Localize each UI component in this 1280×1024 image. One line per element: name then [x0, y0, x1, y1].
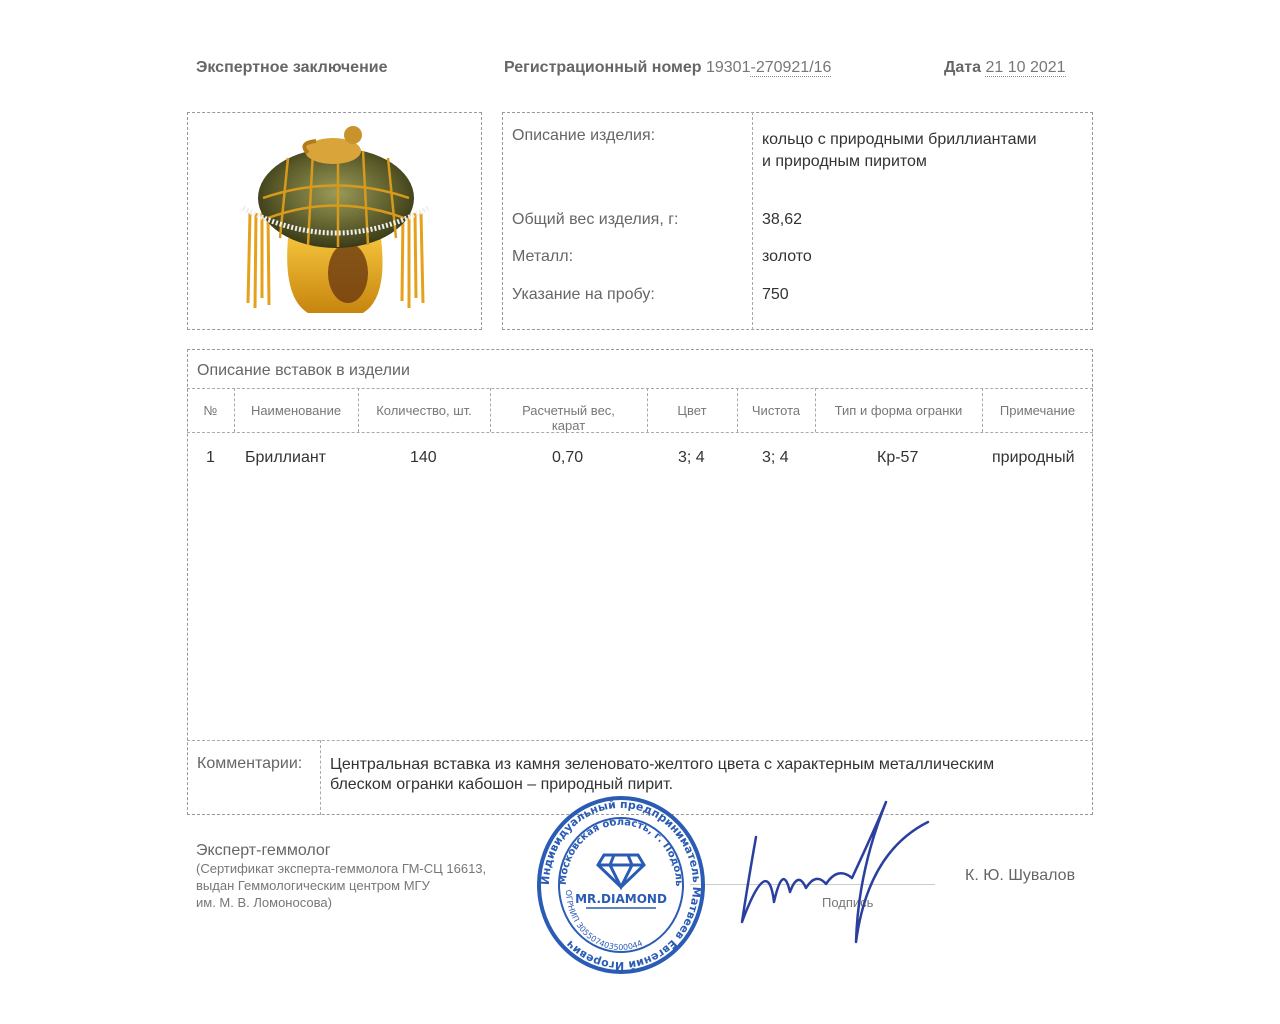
registration-label: Регистрационный номер — [504, 59, 702, 76]
stamp-ring-text: Индивидуальный предприниматель Матвеев Евгений Игоревич — [538, 797, 704, 973]
comments-label-divider — [320, 740, 321, 815]
col-header-name: Наименование — [250, 403, 342, 418]
stamp-inner-text: Московская область, г. Подоль — [557, 816, 685, 887]
inserts-title: Описание вставок в изделии — [197, 362, 410, 379]
col-header-cut: Тип и форма огранки — [834, 403, 963, 418]
weight-label: Общий вес изделия, г: — [512, 211, 679, 228]
hallmark-label: Указание на пробу: — [512, 286, 655, 303]
comments-label: Комментарии: — [197, 755, 303, 772]
description-line-2: и природным пиритом — [762, 153, 927, 170]
certificate-line-2: выдан Геммологическим центром МГУ — [196, 878, 430, 893]
hallmark-value: 750 — [762, 286, 789, 303]
stamp-brand: MR.DIAMOND — [575, 892, 667, 906]
certificate-line-1: (Сертификат эксперта-геммолога ГМ-СЦ 16613, — [196, 861, 487, 876]
registration-prefix: 19301 — [705, 59, 751, 76]
expert-name: К. Ю. Шувалов — [965, 867, 1076, 884]
description-label: Описание изделия: — [512, 127, 656, 144]
cell-number: 1 — [206, 449, 215, 466]
cell-note: природный — [992, 449, 1075, 466]
handwritten-signature — [728, 792, 938, 952]
comments-line-1: Центральная вставка из камня зеленовато-желтого цвета с характерным металлическим — [330, 756, 995, 773]
registration-number — [504, 59, 831, 77]
expert-certificate — [196, 860, 486, 911]
col-header-weight-line-1: Расчетный вес, — [522, 403, 615, 418]
col-header-weight — [490, 403, 647, 433]
signature-label: Подпись — [822, 895, 874, 910]
cell-weight: 0,70 — [552, 449, 584, 466]
col-header-quantity: Количество, шт. — [376, 403, 472, 418]
item-panel-divider — [752, 112, 753, 330]
col-header-note: Примечание — [999, 403, 1076, 418]
comments-line-2: блеском огранки кабошон – природный пирит. — [330, 776, 674, 793]
cell-cut: Кр-57 — [877, 449, 919, 466]
company-stamp — [536, 795, 706, 975]
expert-title: Эксперт-геммолог — [196, 842, 331, 859]
certificate-line-3: им. М. В. Ломоносова) — [196, 895, 332, 910]
cell-name: Бриллиант — [245, 449, 327, 466]
col-header-clarity: Чистота — [751, 403, 801, 418]
cell-color: 3; 4 — [678, 449, 705, 466]
product-photo-frame — [187, 112, 482, 330]
cell-clarity: 3; 4 — [762, 449, 789, 466]
date-label: Дата — [944, 59, 982, 76]
col-header-weight-line-2: карат — [551, 418, 586, 433]
weight-value: 38,62 — [762, 211, 803, 228]
metal-label: Металл: — [512, 248, 574, 265]
col-header-number: № — [203, 403, 218, 418]
comments-divider — [187, 740, 1093, 741]
metal-value: золото — [762, 248, 812, 265]
comments-text — [330, 755, 994, 795]
stamp-seal — [536, 795, 706, 975]
description-line-1: кольцо с природными бриллиантами — [762, 131, 1037, 148]
document-date — [944, 59, 1066, 77]
cell-quantity: 140 — [410, 449, 437, 466]
diamond-icon — [598, 855, 644, 887]
document-title: Экспертное заключение — [196, 59, 388, 76]
registration-suffix: -270921/16 — [750, 59, 832, 76]
date-value: 21 10 2021 — [985, 59, 1066, 76]
stamp-ogrnip-text: ОГРНИП 305507403500044 — [563, 889, 644, 953]
ring-photo — [188, 113, 481, 329]
description-value — [762, 129, 1037, 173]
col-header-color: Цвет — [677, 403, 707, 418]
inserts-title-divider — [187, 388, 1093, 389]
